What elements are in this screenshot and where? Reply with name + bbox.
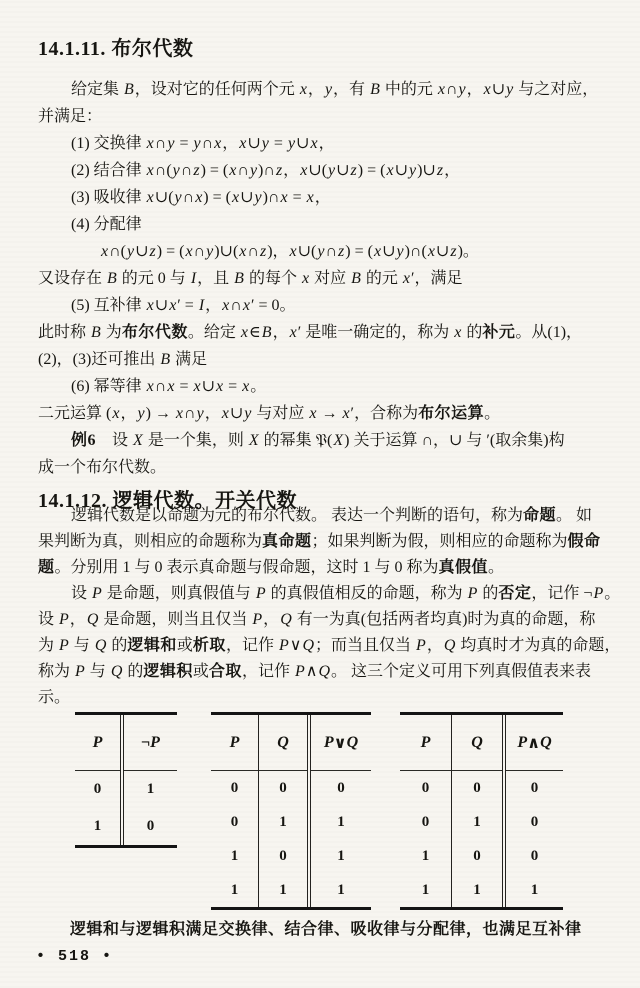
table-cell: 1 — [146, 781, 155, 797]
table-cell: 1 — [93, 818, 102, 834]
table-cell: 0 — [230, 813, 239, 830]
table-cell: 1 — [279, 881, 287, 898]
table-cell: 0 — [93, 781, 102, 797]
text-line: 逻辑代数是以命题为元的布尔代数。 表达一个判断的语句，称为命题。 如 — [71, 507, 593, 524]
text-line: (2) 结合律 x∩(y∩z) = (x∩y)∩z，x∪(y∪z) = (x∪y)∪z， — [71, 162, 461, 179]
table-cell: 0 — [421, 813, 430, 830]
table-cell: 1 — [279, 813, 287, 830]
section-heading-logic-algebra: 14.1.12. 逻辑代数。开关代数 — [38, 490, 297, 512]
section-heading-boolean-algebra: 14.1.11. 布尔代数 — [38, 38, 194, 60]
table-cell: 0 — [530, 847, 539, 864]
text-line: 为 P 与 Q 的逻辑和或析取，记作 P∨Q；而当且仅当 P，Q 均真时才为真的命题， — [38, 637, 621, 654]
table-cell: 0 — [530, 813, 539, 830]
table-cell: 0 — [279, 847, 287, 864]
text-line: (5) 互补律 x∪x′ = I，x∩x′ = 0。 — [71, 297, 296, 314]
table-cell: 1 — [421, 847, 430, 864]
text-line: (1) 交换律 x∩y = y∩x，x∪y = y∪x， — [71, 135, 335, 152]
page-number: • 518 • — [36, 948, 114, 965]
truth-table-conjunction — [400, 712, 563, 910]
table-header-cell: ¬ P — [124, 715, 177, 771]
text-line: 此时称 B 为布尔代数。给定 x∈B，x′ 是唯一确定的，称为 x 的补元。从(1)， — [38, 324, 583, 341]
table-cell: 1 — [421, 881, 430, 898]
table-column — [120, 715, 177, 845]
table-cell: 1 — [530, 881, 539, 898]
text-line: 给定集 B，设对它的任何两个元 x，y，有 B 中的元 x∩y，x∪y 与之对应， — [71, 81, 599, 98]
table-header-cell: P — [211, 715, 258, 771]
table-cell: 1 — [230, 881, 239, 898]
table-column — [258, 715, 307, 907]
table-header-cell: Q — [452, 715, 502, 771]
table-cell: 1 — [230, 847, 239, 864]
table-cell: 0 — [473, 847, 481, 864]
table-header-cell: P — [400, 715, 451, 771]
table-column — [502, 715, 563, 907]
table-cell: 0 — [230, 779, 239, 796]
truth-table-negation — [75, 712, 177, 848]
text-line: (4) 分配律 — [71, 216, 142, 233]
table-column — [211, 715, 258, 907]
text-line: 设 P 是命题，则真假值与 P 的真假值相反的命题，称为 P 的否定，记作 ¬P。 — [71, 585, 621, 602]
table-cell: 1 — [337, 847, 345, 864]
text-line: 并满足： — [38, 108, 103, 125]
text-line: x∩(y∪z) = (x∩y)∪(x∩z)，x∪(y∩z) = (x∪y)∩(x∪z)。 — [101, 243, 479, 260]
table-cell: 0 — [421, 779, 430, 796]
text-line: 又设存在 B 的元 0 与 I，且 B 的每个 x 对应 B 的元 x′，满足 — [38, 270, 463, 287]
table-header-cell: P — [75, 715, 120, 771]
table-cell: 0 — [473, 779, 481, 796]
text-line: 例6 设 X 是一个集，则 X 的幂集 𝔓(X) 关于运算 ∩，∪ 与 ′(取余集)构 — [71, 432, 565, 449]
text-line: 题。分别用 1 与 0 表示真命题与假命题，这时 1 与 0 称为真假值。 — [38, 559, 505, 576]
truth-table-disjunction — [211, 712, 371, 910]
text-line: 果判断为真，则相应的命题称为真命题；如果判断为假，则相应的命题称为假命 — [38, 533, 601, 550]
table-header-cell: P ∨ Q — [311, 715, 371, 771]
table-cell: 1 — [473, 813, 481, 830]
table-cell: 1 — [337, 813, 345, 830]
logic-algebra-paragraph — [38, 503, 621, 711]
table-cell: 1 — [337, 881, 345, 898]
table-column — [307, 715, 371, 907]
text-line: 设 P，Q 是命题，则当且仅当 P，Q 有一为真(包括两者均真)时为真的命题，称 — [38, 611, 596, 628]
text-line: 二元运算 (x，y) → x∩y，x∪y 与对应 x → x′，合称为布尔运算。 — [38, 405, 501, 422]
table-header-cell: Q — [259, 715, 307, 771]
table-column — [400, 715, 451, 907]
table-cell: 0 — [530, 779, 539, 796]
text-line: (2)，(3)还可推出 B 满足 — [38, 351, 208, 368]
table-cell: 0 — [337, 779, 345, 796]
boolean-algebra-paragraph — [38, 76, 610, 481]
table-cell: 0 — [279, 779, 287, 796]
table-cell: 0 — [146, 818, 155, 834]
text-line: 称为 P 与 Q 的逻辑积或合取，记作 P∧Q。 这三个定义可用下列真假值表来表 — [38, 663, 592, 680]
table-column — [451, 715, 502, 907]
text-line: 示。 — [38, 689, 71, 706]
table-column — [75, 715, 120, 845]
text-line: 成一个布尔代数。 — [38, 459, 167, 476]
footer-note: 逻辑和与逻辑积满足交换律、结合律、吸收律与分配律，也满足互补律 — [70, 921, 582, 938]
table-cell: 1 — [473, 881, 481, 898]
table-header-cell: P ∧ Q — [506, 715, 563, 771]
text-line: (6) 幂等律 x∩x = x∪x = x。 — [71, 378, 267, 395]
text-line: (3) 吸收律 x∪(y∩x) = (x∪y)∩x = x， — [71, 189, 331, 206]
